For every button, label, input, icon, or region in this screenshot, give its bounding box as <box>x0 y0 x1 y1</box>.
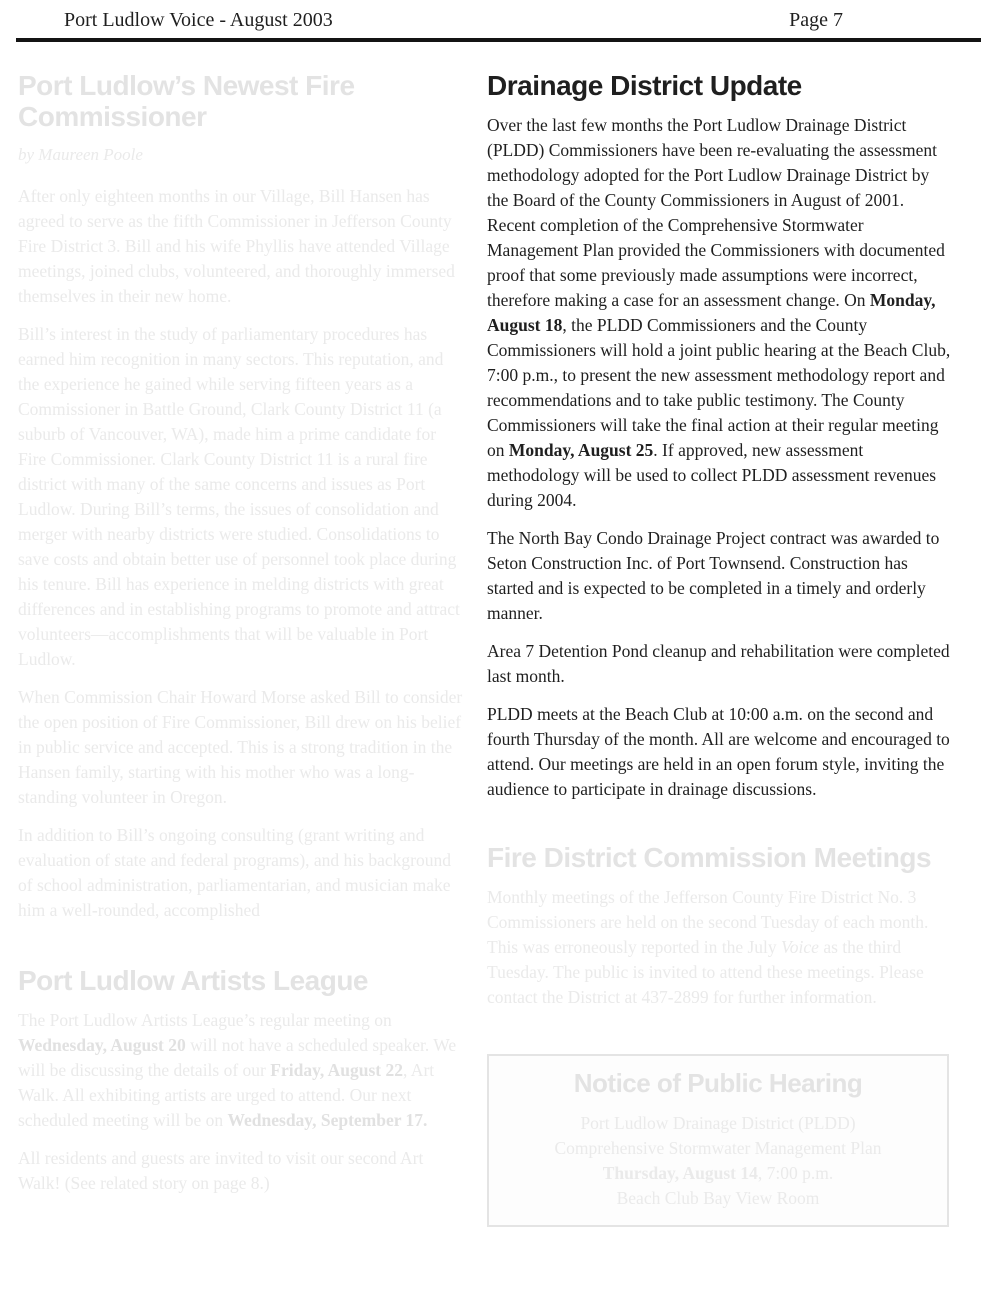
text-run: as the third Tuesday. The public is invited to attend these meetings. Please contact the District at 437-2899 for further information. <box>487 937 924 1007</box>
text-run: Monday, August 18 <box>487 290 936 335</box>
text-run: In addition to Bill’s ongoing consulting (grant writing and evaluation of state and federal programs), and his background of school administration, parliamentarian, and musician make him a well-rounded, accomplished <box>18 825 451 920</box>
columns <box>0 42 989 1227</box>
text-run: The North Bay Condo Drainage Project contract was awarded to Seton Construction Inc. of Port Townsend. Construction has started and is expected to be completed in a timely and orderly manner. <box>487 528 940 623</box>
text-run: Wednesday, September 17. <box>227 1110 428 1130</box>
article-heading: Fire District Commission Meetings <box>487 842 932 873</box>
paragraph <box>18 823 468 923</box>
article-artists-league <box>18 965 468 1196</box>
notice-line <box>501 1186 935 1211</box>
text-run: , Art Walk. All exhibiting artists are urged to attend. Our next scheduled meeting will be on <box>18 1060 435 1130</box>
paragraph <box>487 526 953 626</box>
article-heading: Drainage District Update <box>487 70 802 101</box>
text-run: , the PLDD Commissioners and the County Commissioners will hold a joint public hearing at the Beach Club, 7:00 p.m., to present the new assessment methodology report and recommendations and to take public testimony. The County Commissioners will take the final action at their regular meeting on <box>487 315 951 460</box>
paragraph <box>18 1008 468 1133</box>
article-drainage-update <box>487 70 953 802</box>
text-run: Monthly meetings of the Jefferson County Fire District No. 3 Commissioners are held on the second Tuesday of each month. This was erroneously reported in the July <box>487 887 929 957</box>
paragraph <box>18 184 468 309</box>
paragraph <box>18 685 468 810</box>
text-run: When Commission Chair Howard Morse asked Bill to consider the open position of Fire Commissioner, Bill drew on his belief in public service and accepted. This is a strong tradition in the Hansen family, starting with his mother who was a long-standing volunteer in Oregon. <box>18 687 463 807</box>
article-heading: Port Ludlow’s Newest Fire Commissioner <box>18 70 355 132</box>
notice-of-public-hearing-box <box>487 1054 949 1227</box>
text-run: Wednesday, August 20 <box>18 1035 186 1055</box>
article-heading: Port Ludlow Artists League <box>18 965 368 996</box>
paragraph <box>487 885 953 1010</box>
left-column <box>18 70 468 1209</box>
text-run: Over the last few months the Port Ludlow Drainage District (PLDD) Commissioners have been re-evaluating the assessment methodology adopted for the Port Ludlow Drainage District by the Board of the County Commissioners in August of 2001. Recent completion of the Comprehensive Stormwater Management Plan provided the Commissioners with documented proof that some previously made assumptions were incorrect, therefore making a case for an assessment change. On <box>487 115 945 310</box>
text-run: Voice <box>781 937 819 957</box>
page-number: Page 7 <box>789 9 843 31</box>
page-header <box>0 0 989 32</box>
notice-heading: Notice of Public Hearing <box>573 1068 863 1098</box>
right-column <box>487 70 953 1227</box>
text-run: Friday, August 22 <box>270 1060 404 1080</box>
text-run: . If approved, new assessment methodology will be used to collect PLDD assessment revenues during 2004. <box>487 440 937 510</box>
newsletter-title: Port Ludlow Voice - August 2003 <box>64 9 333 31</box>
byline: by Maureen Poole <box>18 145 143 164</box>
paragraph <box>487 702 953 802</box>
notice-line <box>501 1161 935 1186</box>
notice-line <box>501 1136 935 1161</box>
text-run: PLDD meets at the Beach Club at 10:00 a.m. on the second and fourth Thursday of the month. All are welcome and encouraged to attend. Our meetings are held in an open forum style, inviting the audience to participate in drainage discussions. <box>487 704 950 799</box>
text-run: Thursday, August 14 <box>602 1163 758 1183</box>
text-run: Beach Club Bay View Room <box>616 1188 820 1208</box>
text-run: All residents and guests are invited to visit our second Art Walk! (See related story on page 8.) <box>18 1148 424 1193</box>
text-run: Monday, August 25 <box>508 440 654 460</box>
text-run: The Port Ludlow Artists League’s regular meeting on <box>18 1010 392 1030</box>
text-run: Comprehensive Stormwater Management Plan <box>554 1138 882 1158</box>
paragraph <box>18 322 468 672</box>
text-run: , 7:00 p.m. <box>757 1163 834 1183</box>
text-run: After only eighteen months in our Village, Bill Hansen has agreed to serve as the fifth Commissioner in Jefferson County Fire District 3. Bill and his wife Phyllis have attended Village meetings, joined clubs, volunteered, and thoroughly immersed themselves in their new home. <box>18 186 455 306</box>
article-fire-district-meetings <box>487 842 953 1010</box>
text-run: Port Ludlow Drainage District (PLDD) <box>580 1113 856 1133</box>
paragraph <box>18 1146 468 1196</box>
article-fire-commissioner <box>18 70 468 923</box>
text-run: will not have a scheduled speaker. We will be discussing the details of our <box>18 1035 457 1080</box>
text-run: Area 7 Detention Pond cleanup and rehabilitation were completed last month. <box>487 641 950 686</box>
text-run: Bill’s interest in the study of parliamentary procedures has earned him recognition in many sectors. This reputation, and the experience he gained while serving fifteen years as a Commissioner in Battle Ground, Clark County District 11 (a suburb of Vancouver, WA), made him a prime candidate for Fire Commissioner. Clark County District 11 is a rural fire district with many of the same concerns and issues as Port Ludlow. During Bill’s terms, the issues of consolidation and merger with nearby districts were studied. Consolidations to save costs and obtain better use of personnel took place during his tenure. Bill has experience in melding districts with great differences and in establishing programs to promote and attract volunteers—accomplishments that will be valuable in Port Ludlow. <box>18 324 460 669</box>
paragraph <box>487 639 953 689</box>
paragraph <box>487 113 953 513</box>
notice-line <box>501 1111 935 1136</box>
